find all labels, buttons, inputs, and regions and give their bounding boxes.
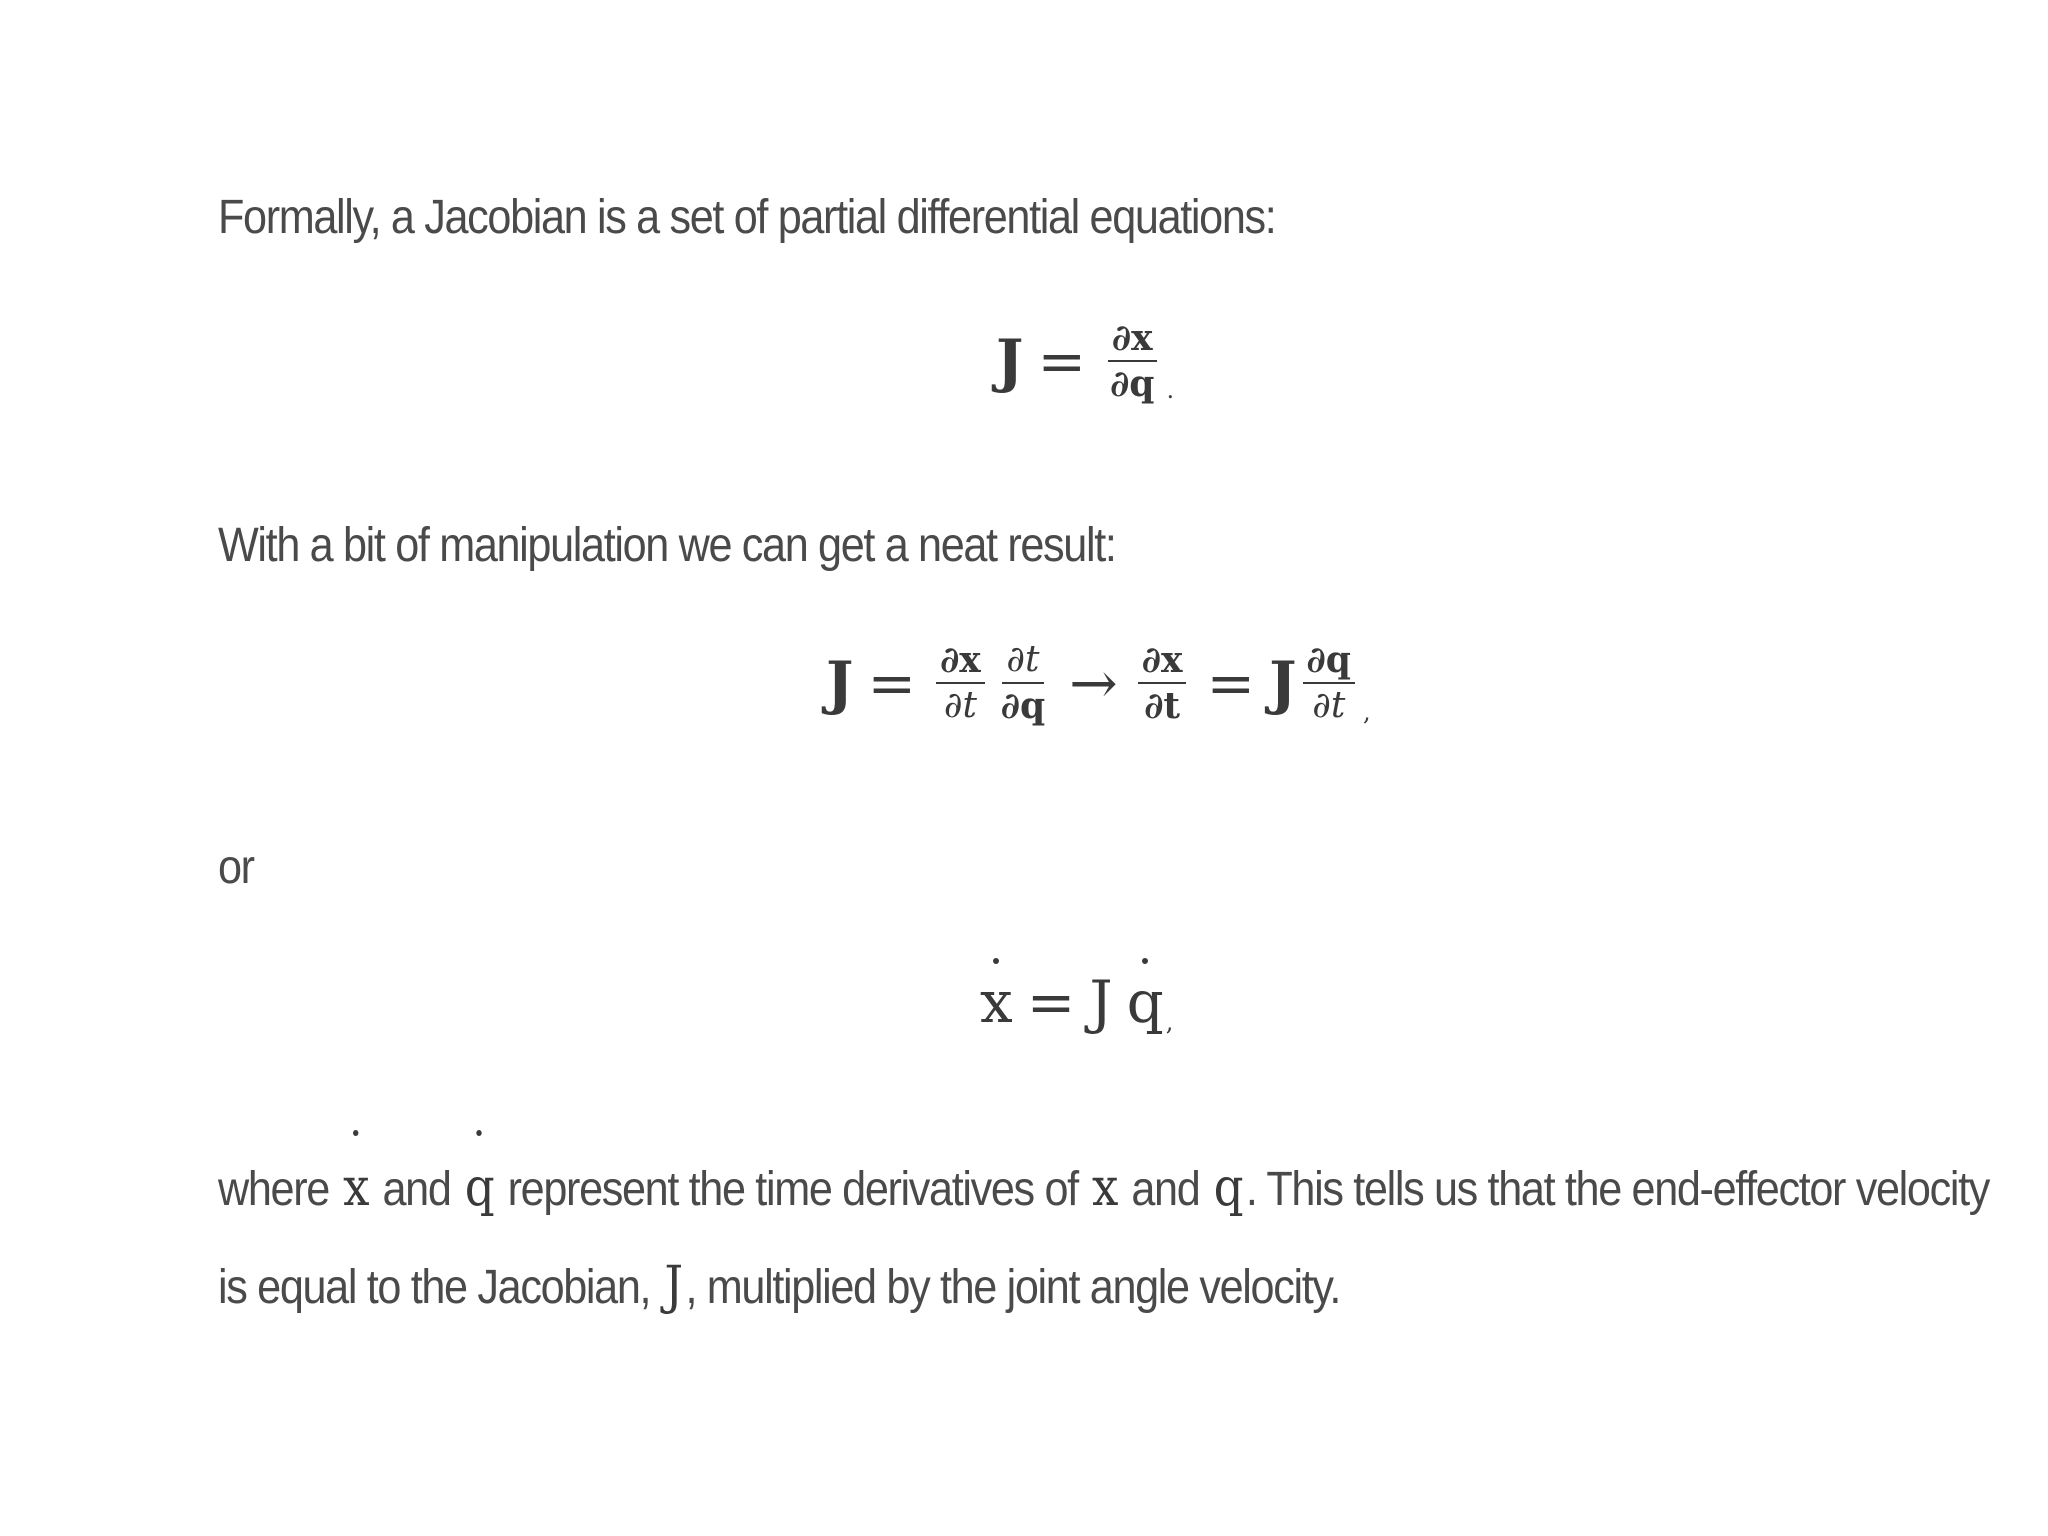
symbol-J: J: [1269, 649, 1297, 717]
period: .: [1166, 376, 1175, 404]
paragraph-explanation: [218, 1140, 1989, 1336]
equals-sign: =: [867, 649, 917, 717]
fraction-dt-dq: [997, 640, 1049, 726]
numerator: ∂x: [1108, 318, 1157, 362]
text-tells-us: . This tells us that the end-effector velocity: [1245, 1163, 1989, 1216]
numerator: ∂t: [1002, 640, 1043, 684]
symbol-x: x: [1092, 1158, 1118, 1218]
symbol-J: J: [996, 327, 1024, 395]
equals-sign: =: [1026, 968, 1076, 1036]
fraction-dx-dt: [936, 640, 985, 726]
paragraph-manipulation: With a bit of manipulation we can get a neat result:: [218, 519, 1116, 572]
symbol-J: J: [664, 1256, 682, 1316]
text-equal-to: is equal to the Jacobian,: [218, 1261, 651, 1314]
paragraph-or: or: [218, 841, 254, 894]
text-where: where: [218, 1163, 329, 1216]
fraction-dx-dt-bold: [1138, 640, 1187, 726]
symbol-q: q: [1213, 1158, 1243, 1218]
paragraph-definition: Formally, a Jacobian is a set of partial differential equations:: [218, 191, 1276, 244]
denominator: ∂t: [1144, 685, 1181, 727]
symbol-q-dot: q: [465, 1140, 494, 1236]
equals-sign: =: [1037, 327, 1087, 395]
symbol-x-dot: x: [343, 1140, 368, 1236]
denominator: ∂q: [1110, 363, 1155, 405]
text-and: and: [382, 1163, 451, 1216]
text-represent: represent the time derivatives of: [507, 1163, 1078, 1216]
symbol-J: J: [826, 649, 854, 717]
text-multiplied: , multiplied by the joint angle velocity.: [685, 1261, 1341, 1314]
numerator: ∂x: [936, 640, 985, 684]
equation-velocity: [980, 968, 1173, 1036]
equals-sign: =: [1206, 649, 1256, 717]
comma: ,: [1165, 1008, 1174, 1036]
equation-chain-rule: [826, 640, 1371, 726]
fraction-dx-dq: [1106, 318, 1158, 404]
paragraph-line-2: [218, 1238, 1989, 1336]
symbol-q-dot: q: [1126, 968, 1164, 1036]
denominator: ∂t: [1312, 685, 1346, 726]
denominator: ∂t: [943, 685, 977, 726]
arrow-symbol: →: [1069, 649, 1118, 717]
paragraph-line-1: [218, 1140, 1989, 1238]
numerator: ∂q: [1303, 640, 1355, 684]
equation-jacobian-definition: [996, 318, 1174, 404]
denominator: ∂q: [1000, 685, 1046, 727]
comma: ,: [1362, 698, 1371, 726]
numerator: ∂x: [1138, 640, 1187, 684]
text-and-2: and: [1131, 1163, 1200, 1216]
fraction-dq-dt: [1303, 640, 1355, 726]
symbol-J: J: [1089, 968, 1113, 1036]
symbol-x-dot: x: [980, 968, 1013, 1036]
